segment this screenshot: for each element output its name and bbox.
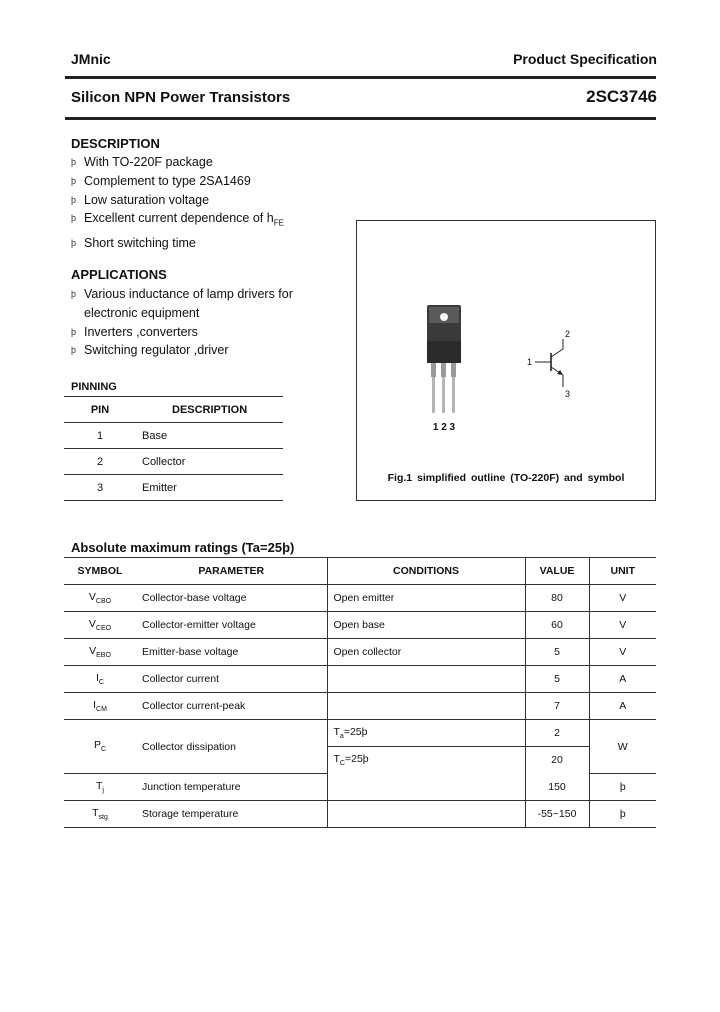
symbol-pin-2-label: 2 — [565, 329, 571, 339]
list-item: þ Inverters ,converters — [71, 323, 293, 342]
table-row: $V_{CEO}$ Collector-emitter voltage Open base 60 V — [64, 612, 656, 639]
table-row: $T_{stg}$ Storage temperature -55~150 þ — [64, 801, 656, 828]
table-row: $T_C=25þ$ 20 — [64, 747, 656, 774]
company-name: JMnic — [71, 51, 111, 67]
to220f-package-icon — [423, 303, 473, 435]
list-item: þ Low saturation voltage — [71, 191, 284, 210]
list-item: þ Switching regulator ,driver — [71, 341, 293, 360]
table-row: 2 Collector — [64, 449, 283, 475]
list-item: þ Excellent current dependence of $h_{FE}$ — [71, 211, 284, 228]
package-pin-labels: 1 2 3 — [432, 422, 456, 433]
bullet-icon: þ — [71, 213, 77, 224]
ratings-header-row — [64, 558, 656, 585]
list-item: þ Various inductance of lamp drivers for — [71, 285, 293, 304]
symbol-header: SYMBOL — [64, 558, 136, 585]
product-specification-label: Product Specification — [513, 51, 657, 67]
parameter-header: PARAMETER — [136, 558, 327, 585]
list-item-continuation: electronic equipment — [84, 305, 200, 320]
table-row: $V_{EBO}$ Emitter-base voltage Open collector 5 V — [64, 639, 656, 666]
header-rule-bottom — [65, 117, 656, 120]
description-column-header: DESCRIPTION — [136, 397, 283, 423]
list-item: þ Complement to type 2SA1469 — [71, 172, 284, 191]
list-item: þ Short switching time — [71, 234, 284, 253]
pinning-heading: PINNING — [71, 381, 117, 393]
conditions-header: CONDITIONS — [327, 558, 525, 585]
bullet-icon: þ — [71, 237, 77, 248]
symbol-pin-1-label: 1 — [527, 357, 533, 367]
value-header: VALUE — [525, 558, 589, 585]
ratings-table — [64, 557, 656, 828]
table-row: $I_C$ Collector current 5 A — [64, 666, 656, 693]
pinning-table — [64, 396, 283, 501]
table-row: $T_j$ Junction temperature 150 þ — [64, 774, 656, 801]
ratings-heading: Absolute maximum ratings (Ta=25þ) — [71, 540, 295, 555]
bullet-icon: þ — [71, 157, 77, 167]
figure-caption: Fig.1 simplified outline (TO-220F) and symbol — [387, 472, 625, 484]
hfe-subscript: FE — [273, 218, 284, 228]
part-number: 2SC3746 — [586, 87, 657, 106]
list-item: þ With TO-220F package — [71, 153, 284, 172]
table-row: $I_{CM}$ Collector current-peak 7 A — [64, 693, 656, 720]
header-rule-top — [65, 76, 656, 79]
description-list — [71, 153, 284, 252]
table-row: 3 Emitter — [64, 475, 283, 501]
applications-list — [71, 285, 293, 360]
bullet-icon: þ — [71, 175, 77, 186]
table-row: 1 Base — [64, 423, 283, 449]
table-row: $V_{CBO}$ Collector-base voltage Open emitter 80 V — [64, 585, 656, 612]
applications-heading: APPLICATIONS — [71, 267, 167, 282]
unit-header: UNIT — [589, 558, 656, 585]
symbol-pin-3-label: 3 — [565, 389, 571, 399]
bullet-icon: þ — [71, 326, 77, 337]
description-heading: DESCRIPTION — [71, 136, 160, 151]
bullet-icon: þ — [71, 345, 77, 356]
figure-box — [356, 220, 656, 501]
bullet-icon: þ — [71, 289, 77, 299]
bullet-icon: þ — [71, 194, 77, 205]
document-title: Silicon NPN Power Transistors — [71, 89, 291, 106]
table-row: $P_C$ Collector dissipation $T_a=25þ$ 2 W — [64, 720, 656, 747]
pin-column-header: PIN — [64, 397, 136, 423]
npn-transistor-symbol-icon — [521, 329, 581, 401]
